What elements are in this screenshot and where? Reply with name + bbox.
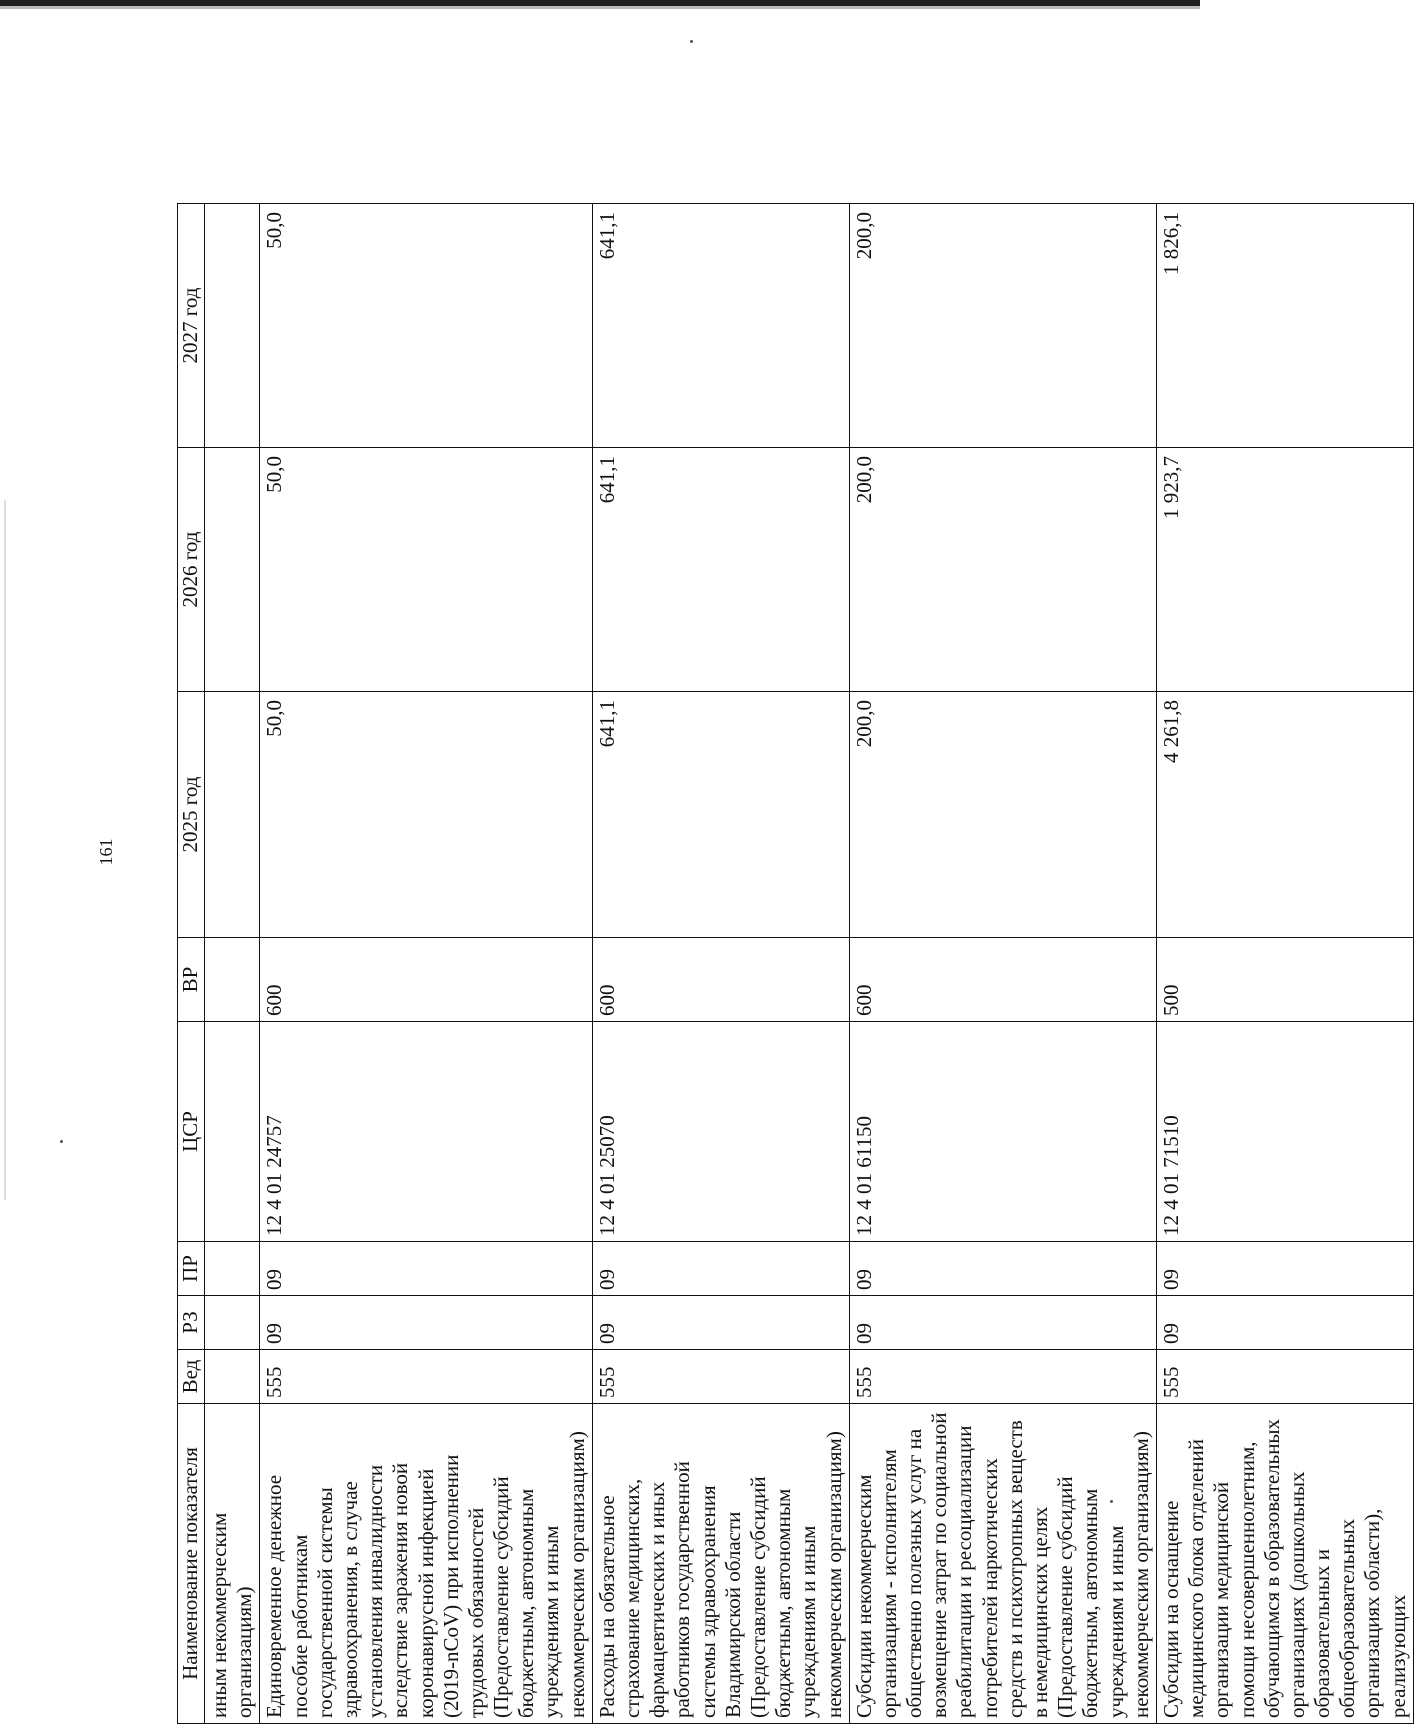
row-value-2026: 641,1	[592, 448, 849, 692]
continuation-text: иным некоммерческим организациям)	[205, 1404, 260, 1724]
page-number: 161	[96, 838, 116, 866]
row-rz: 09	[260, 1296, 592, 1350]
row-vr: 600	[592, 938, 849, 1022]
row-csr: 12 4 01 25070	[592, 1022, 849, 1242]
column-header-csr: ЦСР	[178, 1022, 205, 1242]
scan-edge-top-shadow	[0, 6, 1200, 9]
row-csr: 12 4 01 24757	[260, 1022, 592, 1242]
row-name: Расходы на обязательное страхование медицинских, фармацевтических и иных работников государственной системы здравоохранения Владимирской области (Предоставление субсидий бюджетным, автономным учреждениям и иным некоммерческим организациям)	[592, 1404, 849, 1724]
row-name: Субсидии на оснащение медицинского блока отделений организации медицинской помощи несовершеннолетним, обучающимся в образовательных организациях (дошкольных образовательных и общеобразовательных организациях области), реализующих	[1156, 1404, 1413, 1724]
row-value-2027: 641,1	[592, 204, 849, 448]
table-row-continuation	[205, 204, 260, 1724]
row-vr: 600	[849, 938, 1156, 1022]
empty-cell	[205, 1350, 260, 1404]
row-name: Субсидии некоммерческим организациям - исполнителям общественно полезных услуг на возмещение затрат по социальной реабилитации и ресоциализации потребителей наркотических средств и психотропных веществ в немедицинских целях (Предоставление субсидий бюджетным, автономным учреждениям и иным некоммерческим организациям)	[849, 1404, 1156, 1724]
empty-cell	[205, 204, 260, 448]
budget-table-frame	[177, 204, 1410, 1724]
row-pr: 09	[849, 1242, 1156, 1296]
empty-cell	[205, 448, 260, 692]
empty-cell	[205, 938, 260, 1022]
row-value-2027: 200,0	[849, 204, 1156, 448]
table-row	[592, 204, 849, 1724]
table-header-row	[178, 204, 205, 1724]
row-pr: 09	[592, 1242, 849, 1296]
row-ved: 555	[260, 1350, 592, 1404]
row-value-2027: 50,0	[260, 204, 592, 448]
row-value-2025: 4 261,8	[1156, 692, 1413, 938]
row-csr: 12 4 01 71510	[1156, 1022, 1413, 1242]
empty-cell	[205, 1242, 260, 1296]
column-header-name: Наименование показателя	[178, 1404, 205, 1724]
row-vr: 600	[260, 938, 592, 1022]
column-header-ved: Вед	[178, 1350, 205, 1404]
table-row	[260, 204, 592, 1724]
row-value-2026: 200,0	[849, 448, 1156, 692]
column-header-rz: РЗ	[178, 1296, 205, 1350]
row-ved: 555	[592, 1350, 849, 1404]
row-name: Единовременное денежное пособие работникам государственной системы здравоохранения, в случае установления инвалидности вследствие заражения новой коронавирусной инфекцией (2019-nCoV) при исполнении трудовых обязанностей (Предоставление субсидий бюджетным, автономным учреждениям и иным некоммерческим организациям)	[260, 1404, 592, 1724]
scan-speck	[60, 1140, 63, 1143]
column-header-2026: 2026 год	[178, 448, 205, 692]
row-pr: 09	[260, 1242, 592, 1296]
empty-cell	[205, 692, 260, 938]
empty-cell	[205, 1022, 260, 1242]
row-ved: 555	[849, 1350, 1156, 1404]
row-rz: 09	[849, 1296, 1156, 1350]
column-header-2025: 2025 год	[178, 692, 205, 938]
row-ved: 555	[1156, 1350, 1413, 1404]
row-pr: 09	[1156, 1242, 1413, 1296]
row-value-2025: 200,0	[849, 692, 1156, 938]
row-csr: 12 4 01 61150	[849, 1022, 1156, 1242]
column-header-pr: ПР	[178, 1242, 205, 1296]
row-value-2025: 641,1	[592, 692, 849, 938]
row-rz: 09	[592, 1296, 849, 1350]
budget-table	[177, 203, 1414, 1724]
scan-edge-left	[4, 500, 6, 1200]
table-row	[849, 204, 1156, 1724]
column-header-2027: 2027 год	[178, 204, 205, 448]
table-row	[1156, 204, 1413, 1724]
row-vr: 500	[1156, 938, 1413, 1022]
row-rz: 09	[1156, 1296, 1413, 1350]
row-value-2027: 1 826,1	[1156, 204, 1413, 448]
empty-cell	[205, 1296, 260, 1350]
scan-speck	[690, 40, 693, 43]
column-header-vr: ВР	[178, 938, 205, 1022]
row-value-2025: 50,0	[260, 692, 592, 938]
row-value-2026: 50,0	[260, 448, 592, 692]
row-value-2026: 1 923,7	[1156, 448, 1413, 692]
